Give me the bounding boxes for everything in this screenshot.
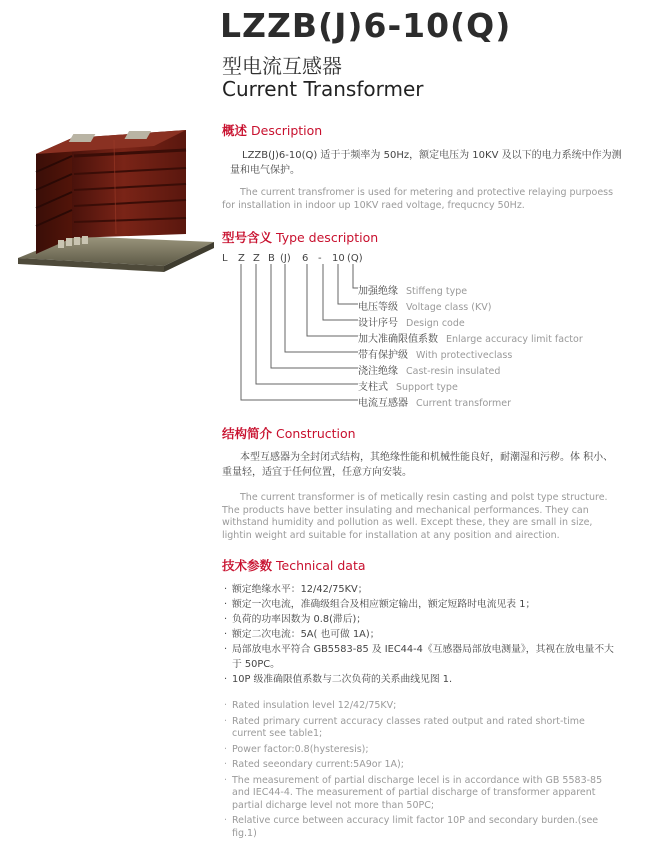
code-letter: Z (253, 253, 260, 264)
code-letter: (J) (280, 253, 291, 264)
type-item-voltage-class (358, 298, 491, 313)
description-heading-cn: 概述 (222, 123, 248, 138)
product-type-en: Current Transformer (222, 77, 424, 101)
code-letter: Z (238, 253, 245, 264)
type-item-cn: 设计序号 (358, 318, 398, 329)
list-item: · 额定二次电流：5A( 也可做 1A)； (224, 627, 614, 642)
list-item: · Rated insulation level 12/42/75KV; (224, 700, 610, 713)
technical-heading-en: Technical data (276, 558, 366, 573)
list-item: · Relative curce between accuracy limit factor 10P and secondary burden.(see fig.1) (224, 815, 610, 840)
type-item-en: Support type (396, 382, 458, 393)
description-body-en: The current transfromer is used for metering and protective relaying purpoess for installation in indoor up 10KV raed voltage, frequcncy 50Hz. (222, 187, 614, 211)
type-item-support-type (358, 378, 458, 393)
code-letter: 10 (332, 253, 345, 264)
type-item-protective-class (358, 346, 512, 361)
type-item-cn: 支柱式 (358, 382, 388, 393)
construction-heading-cn: 结构简介 (222, 426, 273, 441)
list-item: · 负荷的功率因数为 0.8(滞后)； (224, 612, 614, 627)
list-item: · 10P 级准确限值系数与二次负荷的关系曲线见图 1. (224, 672, 614, 687)
construction-body-en: The current transformer is of metically resin casting and polst type structure. The products have better insulating and mechanical performances. They can withstand humidity and pollution as well. Except these, they are small in size, lightin weight ard suitable for installation at any position and airection. (222, 492, 608, 541)
list-item: · Power factor:0.8(hysteresis); (224, 744, 610, 757)
technical-list-cn (224, 582, 614, 687)
type-item-cn: 加大准确限值系数 (358, 334, 438, 345)
type-item-en: Design code (406, 318, 465, 329)
technical-heading-cn: 技术参数 (222, 558, 273, 573)
construction-body-cn: 本型互感器为全封闭式结构，其绝缘性能和机械性能良好，耐潮湿和污秽。体 积小、重量轻，适宜于任何位置，任意方向安装。 (222, 452, 614, 478)
list-item: · The measurement of partial discharge lecel is in accordance with GB 5583-85 and IEC44-4. The measurement of partial discharge of transformer apparent partial dicharge level not more than 50PC; (224, 775, 610, 813)
construction-heading-en: Construction (276, 426, 356, 441)
technical-list-en (224, 700, 610, 843)
construction-heading (222, 424, 356, 442)
code-letter: - (318, 253, 322, 264)
type-item-cast-resin (358, 362, 500, 377)
description-heading (222, 121, 322, 139)
type-description-heading-en: Type description (276, 230, 379, 245)
type-item-cn: 带有保护级 (358, 350, 408, 361)
type-item-cn: 浇注绝缘 (358, 366, 398, 377)
code-letter: 6 (302, 253, 309, 264)
type-item-cn: 加强绝缘 (358, 286, 398, 297)
type-item-en: With protectiveclass (416, 350, 513, 361)
list-item: · 额定一次电流，准确级组合及相应额定输出，额定短路时电流见表 1； (224, 597, 614, 612)
type-item-design-code (358, 314, 465, 329)
type-item-accuracy-factor (358, 330, 583, 345)
code-letter: L (222, 253, 228, 264)
product-photo (14, 126, 219, 290)
code-letter: B (268, 253, 275, 264)
description-heading-en: Description (251, 123, 323, 138)
product-model-title: LZZB(J)6-10(Q) (220, 6, 512, 45)
type-item-en: Stiffeng type (406, 286, 468, 297)
type-code-tree-lines (222, 262, 362, 408)
type-item-en: Cast-resin insulated (406, 366, 501, 377)
list-item: · 额定绝缘水平：12/42/75KV； (224, 582, 614, 597)
list-item: · Rated seeondary current:5A9or 1A); (224, 759, 610, 772)
list-item: · 局部放电水平符合 GB5583-85 及 IEC44-4《互感器局部放电测量》，其视在放电量不大于 50PC。 (224, 642, 614, 672)
type-item-en: Enlarge accuracy limit factor (446, 334, 583, 345)
list-item: · Rated primary current accuracy classes rated output and rated short-time current see table1; (224, 716, 610, 741)
type-description-heading-cn: 型号含义 (222, 230, 273, 245)
technical-heading (222, 556, 366, 574)
type-item-current-transformer (358, 394, 511, 409)
product-type-cn: 型电流互感器 (222, 54, 342, 78)
code-letter: (Q) (347, 253, 363, 264)
type-item-cn: 电流互感器 (358, 398, 408, 409)
type-description-heading (222, 228, 378, 246)
type-item-en: Current transformer (416, 398, 512, 409)
type-item-en: Voltage class (KV) (406, 302, 492, 313)
description-body-cn: LZZB(J)6-10(Q) 适于于频率为 50Hz，额定电压为 10KV 及以下的电力系统中作为测量和电气保护。 (230, 150, 622, 176)
type-item-stiffening (358, 282, 467, 297)
type-item-cn: 电压等级 (358, 302, 398, 313)
